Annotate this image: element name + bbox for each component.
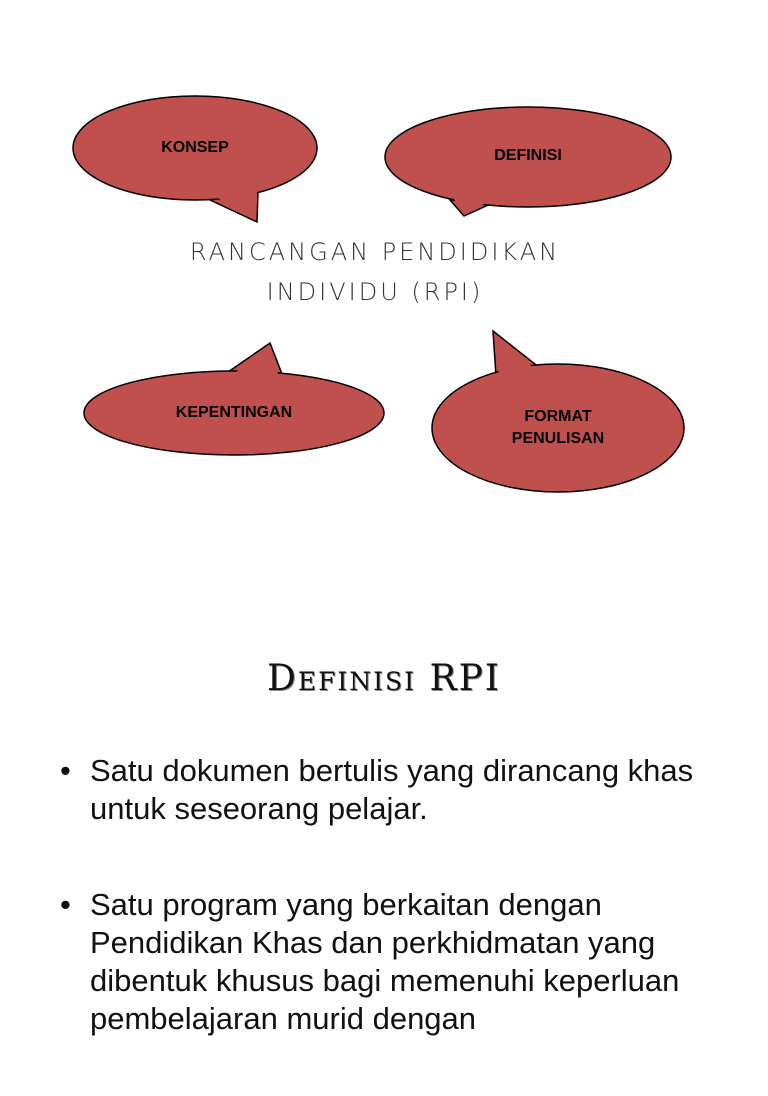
center-title-line-2: INDIVIDU (RPI) — [266, 278, 484, 306]
bubble-label-konsep: KONSEP — [161, 139, 229, 156]
bubble-kepentingan[interactable] — [84, 343, 384, 455]
slide-concept-map — [0, 0, 768, 520]
bubble-konsep[interactable] — [73, 96, 317, 222]
center-title — [120, 232, 630, 312]
bubble-label-kepentingan: KEPENTINGAN — [175, 404, 293, 421]
bubble-label-format-penulisan: FORMAT PENULISAN — [511, 408, 605, 447]
section-heading: Definisi RPI — [266, 658, 502, 699]
list-item: • Satu program yang berkaitan dengan Pendidikan Khas dan perkhidmatan yang dibentuk khusus bagi memenuhi keperluan pembelajaran murid dengan — [58, 886, 748, 1038]
list-item: • Satu dokumen bertulis yang dirancang khas untuk seseorang pelajar. — [58, 752, 748, 828]
center-title-line-1: RANCANGAN PENDIDIKAN — [189, 238, 561, 266]
bubble-label-definisi: DEFINISI — [494, 147, 562, 164]
definition-list — [58, 752, 748, 1096]
